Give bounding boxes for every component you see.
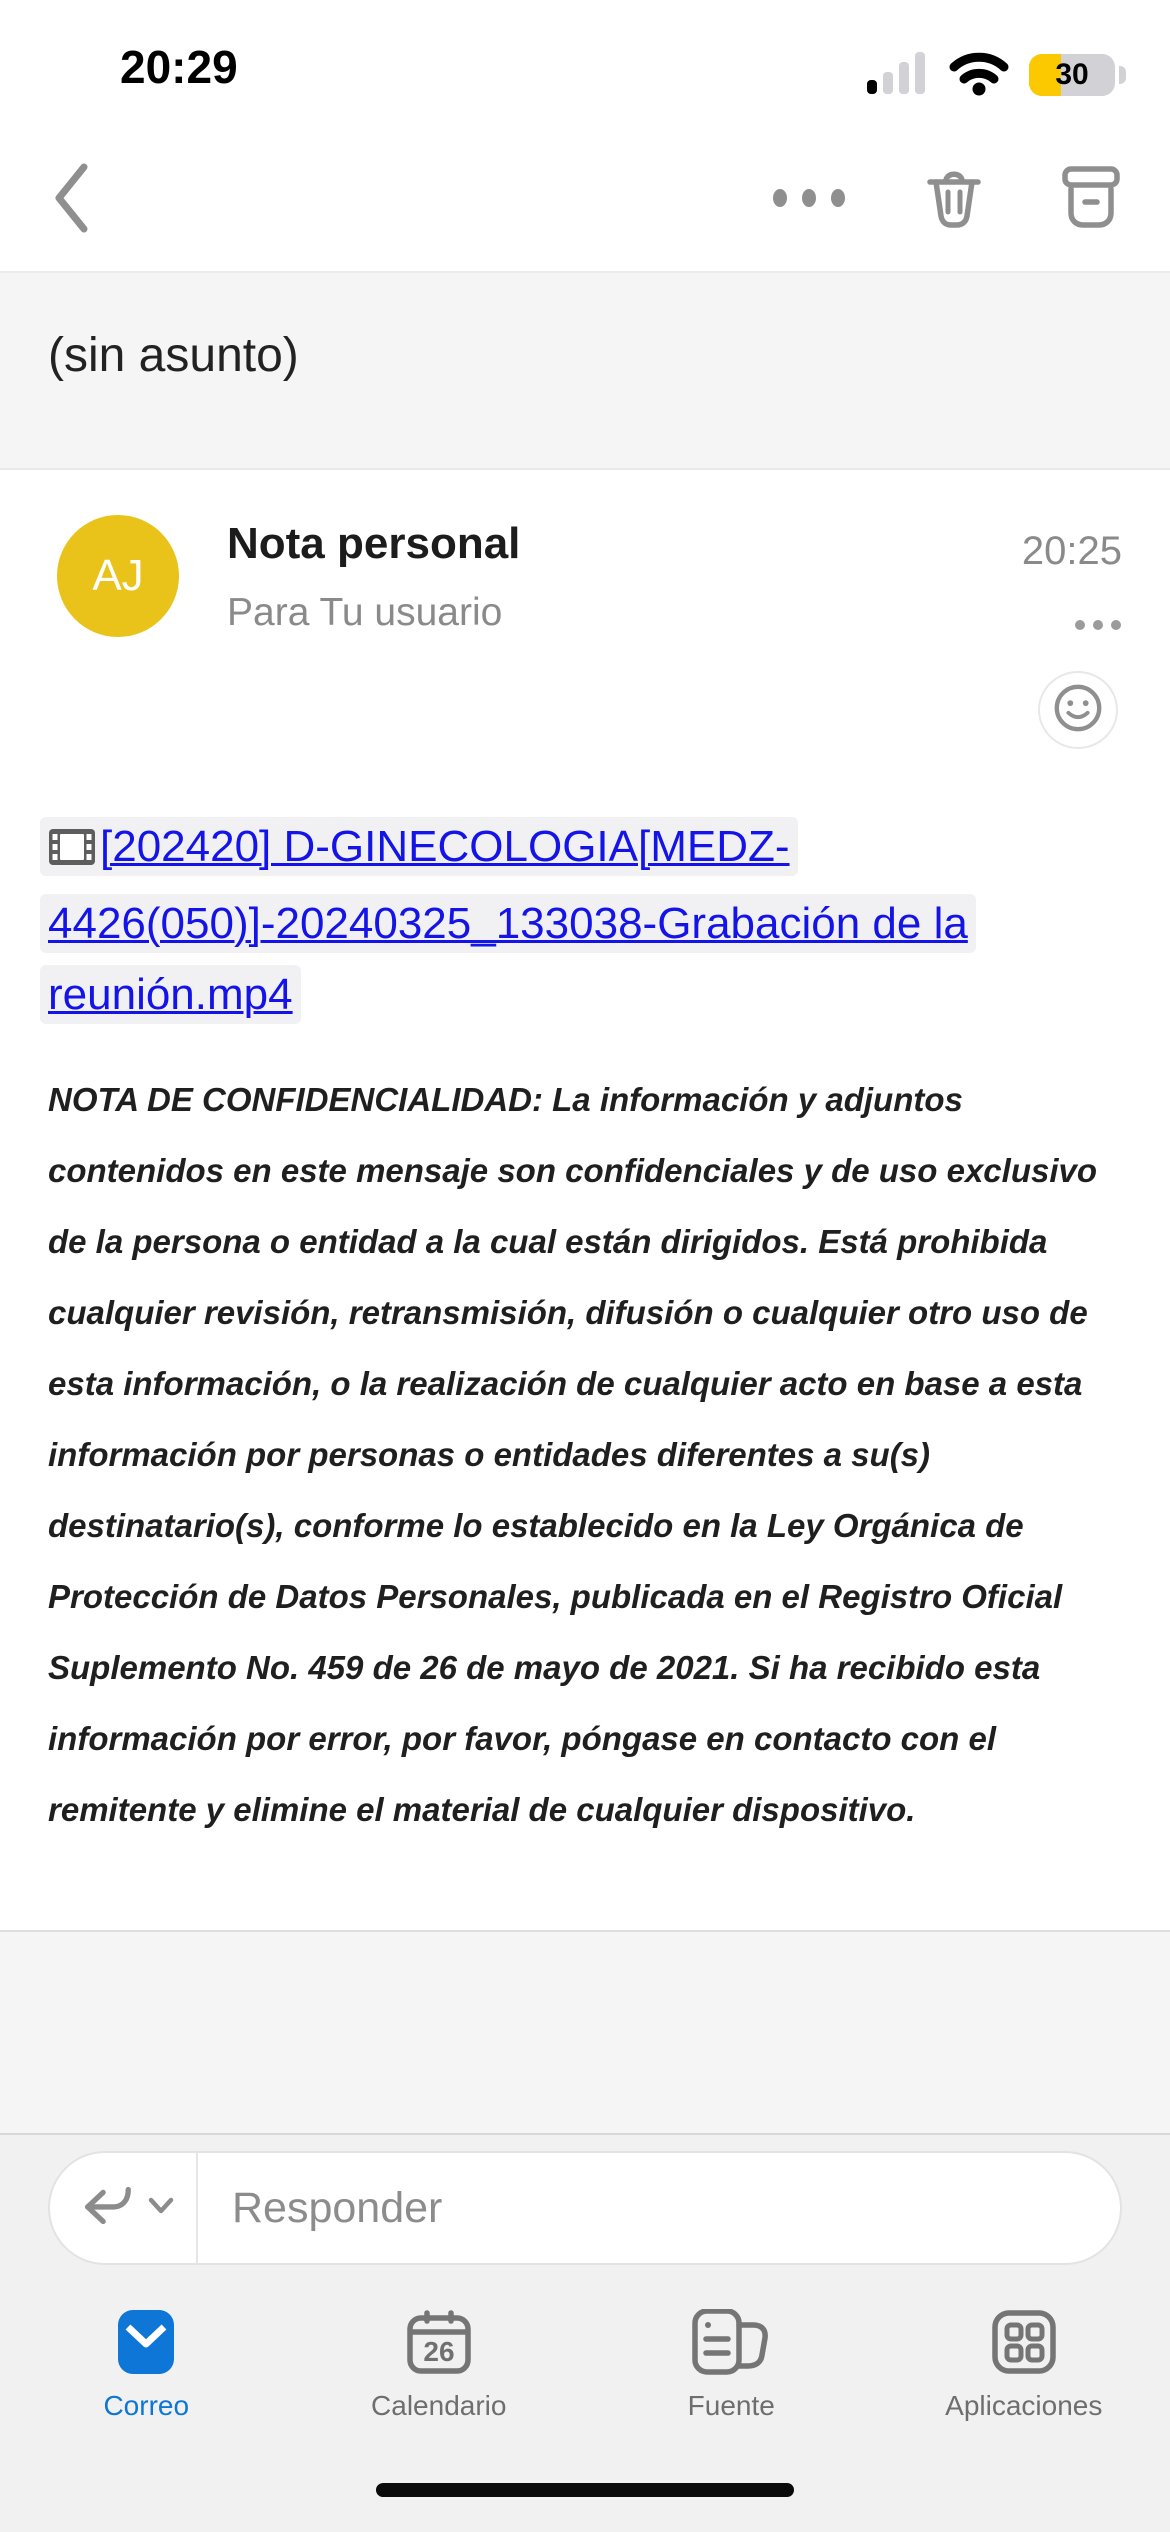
- message-body: NOTA DE CONFIDENCIALIDAD: La información y adjuntos contenidos en este mensaje son confidenciales y de uso exclusivo de la persona o entidad a la cual están dirigidos. Está prohibida cualquier revisión, retransmisión, difusión o cualquier otro uso de esta información, o la realización de cualquier acto en base a esta información por personas o entidades diferentes a su(s) destinatario(s), conforme lo establecido en la Ley Orgánica de Protección de Datos Personales, publicada en el Registro Oficial Suplemento No. 459 de 26 de mayo de 2021. Si ha recibido esta información por error, por favor, póngase en contacto con el remitente y elimine el material de cualquier dispositivo.: [48, 1081, 1098, 1828]
- attachment-link[interactable]: [40, 817, 976, 1024]
- home-indicator[interactable]: [376, 2483, 794, 2497]
- attachment-link-text: [202420] D-GINECOLOGIA[MEDZ-4426(050)]-20240325_133038-Grabación de la reunión.mp4: [48, 822, 968, 1019]
- reaction-button[interactable]: [1038, 671, 1118, 749]
- wifi-icon: [947, 48, 1011, 101]
- delete-button[interactable]: [922, 165, 986, 236]
- tab-label: Aplicaciones: [945, 2390, 1103, 2421]
- calendar-icon: [406, 2309, 472, 2380]
- subject-title: (sin asunto): [48, 329, 299, 382]
- calendar-day: 26: [423, 2336, 455, 2367]
- message-time: 20:25: [1021, 529, 1122, 573]
- trash-icon: [922, 165, 986, 236]
- avatar[interactable]: AJ: [57, 515, 179, 637]
- tab-bar: [0, 2295, 1170, 2445]
- more-options-button[interactable]: [770, 187, 848, 214]
- archive-button[interactable]: [1060, 165, 1122, 236]
- battery-percent: 30: [1055, 57, 1089, 91]
- chevron-left-icon: [52, 162, 90, 239]
- more-options-icon: [770, 187, 848, 214]
- reply-arrow-icon: [78, 2177, 136, 2240]
- apps-icon: [991, 2309, 1057, 2380]
- battery-icon: [1029, 54, 1115, 96]
- more-options-icon: [1074, 618, 1122, 635]
- status-bar: [0, 0, 1170, 130]
- subject-bar: [0, 273, 1170, 470]
- message-card: [0, 470, 1170, 1930]
- clock: 20:29: [120, 41, 238, 93]
- reply-bar: [0, 2135, 1170, 2295]
- mail-icon: [117, 2309, 175, 2380]
- reply-pill: [48, 2151, 1122, 2265]
- sender-name: Nota personal: [227, 519, 521, 568]
- sender-row: [0, 470, 1170, 637]
- message-toolbar: [0, 130, 1170, 273]
- chevron-down-icon: [148, 2197, 174, 2220]
- tab-label: Fuente: [687, 2390, 775, 2421]
- tab-fuente[interactable]: [585, 2309, 878, 2445]
- tab-aplicaciones[interactable]: [878, 2309, 1170, 2445]
- reply-input[interactable]: Responder: [232, 2183, 443, 2232]
- smiley-icon: [1051, 681, 1105, 740]
- archive-icon: [1060, 165, 1122, 236]
- battery-nub: [1119, 66, 1126, 84]
- tab-label: Correo: [103, 2390, 190, 2421]
- feed-icon: [691, 2309, 771, 2380]
- attachment-block: [40, 811, 1130, 1030]
- cellular-signal-icon: [867, 50, 929, 99]
- message-options-button[interactable]: [1074, 618, 1122, 636]
- home-area: [0, 2445, 1170, 2532]
- content-gap: [0, 1930, 1170, 2135]
- tab-label: Calendario: [371, 2390, 507, 2421]
- tab-calendario[interactable]: [293, 2309, 586, 2445]
- recipient-line[interactable]: Para Tu usuario: [227, 591, 503, 634]
- tab-correo[interactable]: [0, 2309, 293, 2445]
- back-button[interactable]: [52, 161, 112, 241]
- film-icon: [48, 828, 96, 877]
- reply-mode-button[interactable]: [50, 2153, 196, 2263]
